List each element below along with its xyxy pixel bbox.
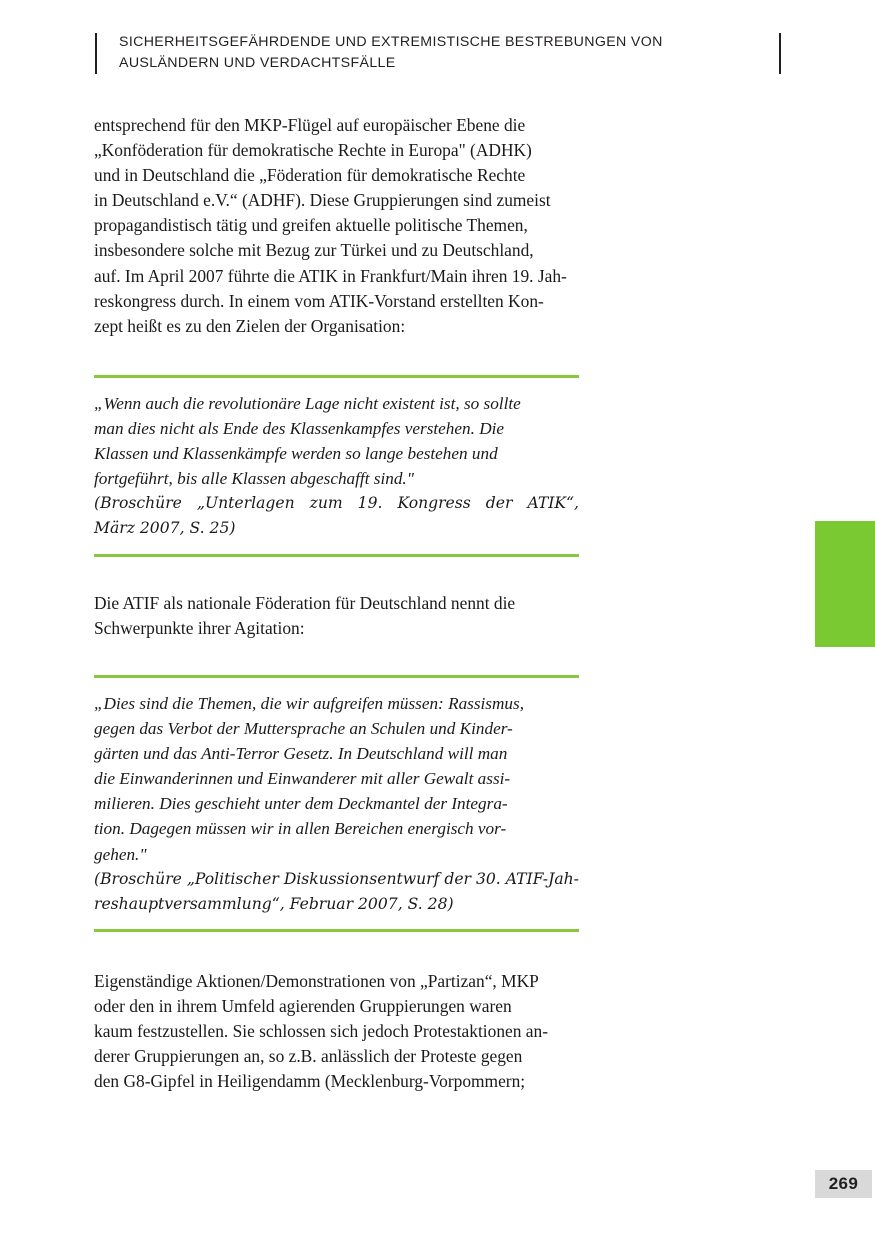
text-line: auf. Im April 2007 führte die ATIK in Frankfurt/Main ihren 19. Jah-: [94, 265, 567, 286]
paragraph-closing: [94, 969, 579, 1094]
page-number: 269: [828, 1174, 859, 1193]
paragraph-middle: [94, 591, 579, 641]
running-header-line-1: SICHERHEITSGEFÄHRDENDE UND EXTREMISTISCHE BESTREBUNGEN VON: [119, 34, 663, 50]
quote-line: gärten und das Anti-Terror Gesetz. In Deutschland will man: [94, 744, 508, 764]
text-line: insbesondere solche mit Bezug zur Türkei und zu Deutschland,: [94, 240, 534, 261]
quote-text: [94, 391, 579, 491]
text-line: entsprechend für den MKP-Flügel auf europäischer Ebene die: [94, 115, 526, 135]
quote-rule-bottom: [94, 929, 579, 932]
text-line: „Konföderation für demokratische Rechte in Europa" (ADHK): [94, 140, 532, 161]
text-line: Eigenständige Aktionen/Demonstrationen von „Partizan“, MKP: [94, 971, 539, 991]
quote-line: man dies nicht als Ende des Klassenkampfes verstehen. Die: [94, 419, 505, 439]
quote-line: gehen.": [94, 844, 147, 864]
page-number-box: [815, 1170, 872, 1198]
text-line: und in Deutschland die „Föderation für demokratische Rechte: [94, 165, 526, 186]
header-rule-right: [779, 33, 781, 74]
running-header-line-2: AUSLÄNDERN UND VERDACHTSFÄLLE: [119, 54, 396, 71]
text-line: derer Gruppierungen an, so z.B. anlässlich der Proteste gegen: [94, 1046, 523, 1067]
quote-line: Klassen und Klassenkämpfe werden so lange bestehen und: [94, 444, 498, 464]
running-header-title: [119, 32, 739, 73]
header-rule-left: [95, 33, 97, 74]
text-line: zept heißt es zu den Zielen der Organisation:: [94, 315, 406, 336]
running-header: [95, 33, 781, 74]
quote-line: „Dies sind die Themen, die wir aufgreifen müssen: Rassismus,: [94, 694, 524, 713]
text-line: Die ATIF als nationale Föderation für Deutschland nennt die: [94, 593, 516, 613]
quote-line: tion. Dagegen müssen wir in allen Bereichen energisch vor-: [94, 819, 507, 839]
quote-line: milieren. Dies geschieht unter dem Deckmantel der Integra-: [94, 794, 508, 814]
text-line: in Deutschland e.V.“ (ADHF). Diese Gruppierungen sind zumeist: [94, 190, 551, 211]
quote-line: die Einwanderinnen und Einwanderer mit aller Gewalt assi-: [94, 769, 511, 789]
quote-source-line: (Broschüre „Politischer Diskussionsentwurf der 30. ATIF-Jah-: [94, 869, 579, 888]
text-line: oder den in ihrem Umfeld agierenden Gruppierungen waren: [94, 996, 512, 1017]
text-line: reskongress durch. In einem vom ATIK-Vorstand erstellten Kon-: [94, 290, 544, 311]
section-thumb-tab: [815, 521, 875, 647]
text-line: Schwerpunkte ihrer Agitation:: [94, 618, 305, 639]
quote-source: [94, 867, 579, 917]
paragraph-middle-container: [94, 591, 579, 641]
quote-line: fortgeführt, bis alle Klassen abgeschafft sind.": [94, 469, 414, 489]
quote-source-line: reshauptversammlung“, Februar 2007, S. 28): [94, 894, 454, 913]
quote-source-line: (Broschüre „Unterlagen zum 19. Kongress der ATIK“,: [94, 494, 579, 513]
paragraph-closing-container: [94, 969, 579, 1094]
text-line: propagandistisch tätig und greifen aktuelle politische Themen,: [94, 215, 528, 236]
quote-block-atif-jahreshauptversammlung: [94, 675, 579, 932]
quote-line: gegen das Verbot der Muttersprache an Schulen und Kinder-: [94, 719, 513, 739]
quote-rule-bottom: [94, 554, 579, 557]
quote-block-atik-kongress: [94, 375, 579, 557]
quote-text: [94, 691, 579, 867]
quote-source-line: März 2007, S. 25): [94, 519, 236, 538]
quote-body: [94, 678, 579, 929]
text-line: den G8-Gipfel in Heiligendamm (Mecklenburg-Vorpommern;: [94, 1071, 526, 1092]
paragraph-intro: [94, 113, 579, 339]
quote-body: [94, 378, 579, 554]
quote-source: [94, 491, 579, 541]
quote-line: „Wenn auch die revolutionäre Lage nicht existent ist, so sollte: [94, 394, 521, 413]
text-line: kaum festzustellen. Sie schlossen sich jedoch Protestaktionen an-: [94, 1021, 548, 1042]
paragraph-intro-container: [94, 113, 579, 339]
